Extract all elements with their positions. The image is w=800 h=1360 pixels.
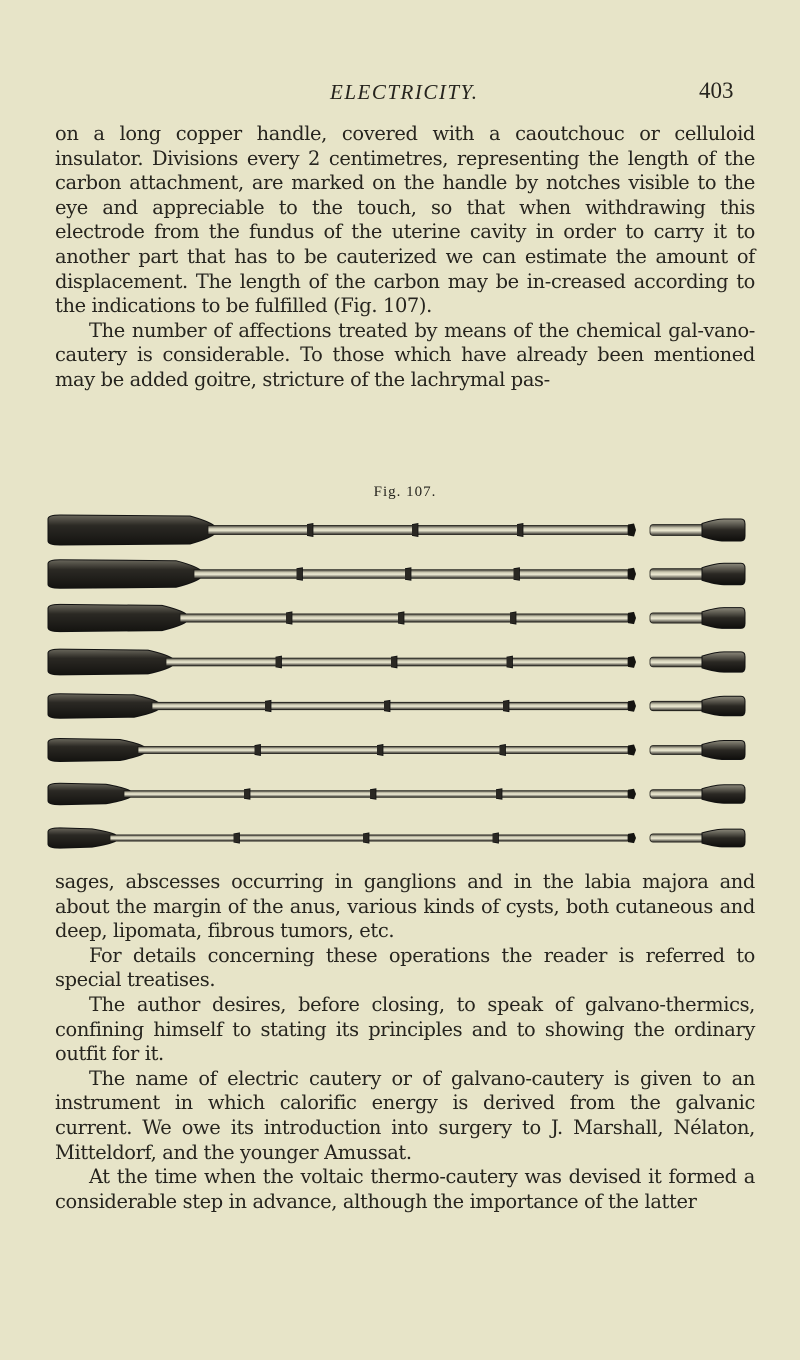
electrode-notch: [384, 700, 390, 711]
electrode: [48, 739, 745, 762]
electrode-tip: [628, 700, 636, 711]
electrode-notch: [276, 656, 282, 668]
connector-cap: [702, 608, 745, 629]
figure-caption: Fig. 107.: [373, 484, 437, 500]
electrode-handle: [48, 560, 200, 589]
electrode-handle: [48, 828, 116, 848]
connector-body: [650, 525, 710, 536]
electrode-handle: [48, 783, 130, 805]
connector-body: [650, 746, 710, 755]
electrode-set-illustration: [40, 510, 770, 856]
electrode-notch: [517, 524, 523, 537]
electrode-notch: [234, 833, 240, 843]
connector-body: [650, 790, 710, 799]
electrode: [48, 649, 745, 675]
electrode-notch: [391, 656, 397, 668]
connector-cap: [702, 785, 745, 803]
electrode-notch: [255, 745, 261, 756]
electrode-notch: [510, 612, 516, 624]
electrode-handle: [48, 604, 186, 631]
connector-body: [650, 701, 710, 710]
electrode-tip: [628, 745, 636, 756]
electrode-tip: [628, 524, 636, 537]
electrode: [48, 560, 745, 589]
connector-cap: [702, 652, 745, 672]
electrode-notch: [307, 524, 313, 537]
connector-cap: [702, 741, 745, 760]
page-number: 403: [699, 78, 734, 103]
electrode: [48, 515, 745, 545]
electrode-notch: [265, 700, 271, 711]
connector-cap: [702, 696, 745, 716]
page-header: [0, 72, 800, 112]
connector-body: [650, 613, 710, 623]
electrode: [48, 694, 745, 718]
electrode-notch: [500, 745, 506, 756]
electrode-tip: [628, 656, 636, 668]
connector-body: [650, 834, 710, 842]
electrode-notch: [503, 700, 509, 711]
paragraph: For details concerning these operations the reader is referred to special treatises.: [55, 943, 755, 992]
electrode: [48, 783, 745, 805]
paragraph: on a long copper handle, covered with a caoutchouc or celluloid insulator. Divisions every 2 centimetres, representing the length of the carbon attachment, are marked on the handle by notches visible to the eye and appreciable to the touch, so that when withdrawing this electrode from the fundus of the uterine cavity in order to carry it to another part that has to be cauterized we can estimate the amount of displacement. The length of the carbon may be in-creased according to the indications to be fulfilled (Fig. 107).: [55, 122, 755, 318]
top-text-block: [55, 122, 755, 393]
electrode-handle: [48, 649, 172, 675]
electrode-notch: [370, 789, 376, 800]
electrode-tip: [628, 568, 636, 581]
electrode: [48, 828, 745, 848]
electrode-notch: [514, 568, 520, 581]
electrode-tip: [628, 789, 636, 800]
connector-cap: [702, 519, 745, 541]
paragraph: The name of electric cautery or of galvano-cautery is given to an instrument in which calorific energy is derived from the galvanic current. We owe its introduction into surgery to J. Marshall, Nélaton, Mitteldorf, and the younger Amussat.: [55, 1066, 755, 1164]
electrode-tip: [628, 833, 636, 843]
electrode-handle: [48, 694, 158, 718]
electrode-notch: [496, 789, 502, 800]
paragraph: The author desires, before closing, to speak of galvano-thermics, confining himself to stating its principles and to showing the ordinary outfit for it.: [55, 992, 755, 1066]
electrode-handle: [48, 515, 214, 545]
electrode-notch: [244, 789, 250, 800]
electrode-notch: [286, 612, 292, 624]
electrode-handle: [48, 739, 144, 762]
electrode: [48, 604, 745, 631]
electrode-notch: [377, 745, 383, 756]
figure-107: [40, 484, 770, 856]
bottom-text-block: [55, 870, 755, 1214]
electrode-tip: [628, 612, 636, 624]
electrode-notch: [412, 524, 418, 537]
electrode-notch: [297, 568, 303, 581]
electrode-notch: [405, 568, 411, 581]
electrode-notch: [507, 656, 513, 668]
connector-cap: [702, 563, 745, 584]
connector-cap: [702, 829, 745, 847]
paragraph: At the time when the voltaic thermo-cautery was devised it formed a considerable step in advance, although the importance of the latter: [55, 1165, 755, 1213]
connector-body: [650, 657, 710, 667]
electrode-notch: [363, 833, 369, 843]
paragraph: sages, abscesses occurring in ganglions and in the labia majora and about the margin of the anus, various kinds of cysts, both cutaneous and deep, lipomata, fibrous tumors, etc.: [55, 870, 755, 943]
running-title: ELECTRICITY.: [330, 80, 479, 104]
electrode-notch: [493, 833, 499, 843]
electrode-notch: [398, 612, 404, 624]
paragraph: The number of affections treated by means of the chemical gal-vano-cautery is considerable. To those which have already been mentioned may be added goitre, stricture of the lachrymal pas-: [55, 318, 755, 391]
connector-body: [650, 569, 710, 580]
